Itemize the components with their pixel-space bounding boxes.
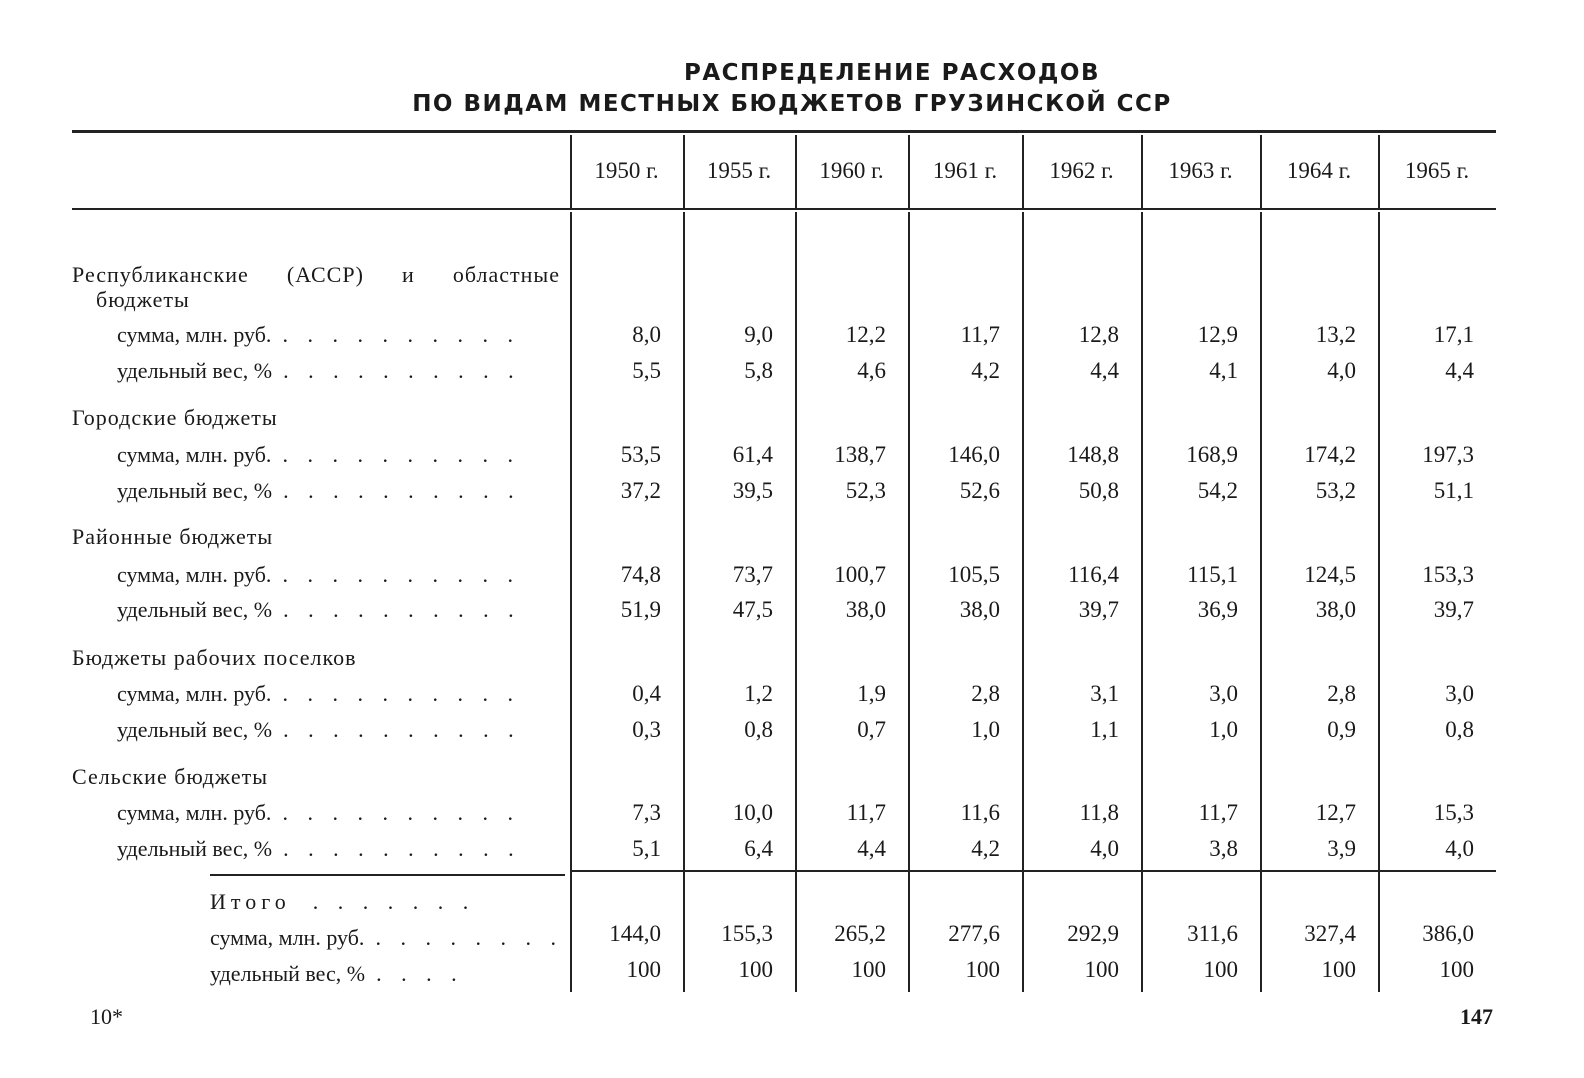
table-cell: 100 <box>851 957 886 982</box>
table-cell: 50,8 <box>1078 478 1119 503</box>
title-line-2: ПО ВИДАМ МЕСТНЫХ БЮДЖЕТОВ ГРУЗИНСКОЙ ССР <box>412 91 1172 117</box>
table-cell: 3,9 <box>1327 836 1356 861</box>
table-cell: 4,4 <box>1090 358 1119 383</box>
table-cell: 3,0 <box>1209 681 1238 706</box>
table-cell: 8,0 <box>632 322 661 347</box>
table-title <box>0 58 1584 120</box>
table-cell: 311,6 <box>1187 921 1238 946</box>
column-header: 1961 г. <box>932 158 998 183</box>
table-cell: 4,4 <box>1445 358 1474 383</box>
table-cell: 37,2 <box>620 478 661 503</box>
table-cell: 3,1 <box>1090 681 1119 706</box>
table-cell: 100 <box>1084 957 1119 982</box>
table-cell: 146,0 <box>948 442 1000 467</box>
table-cell: 4,2 <box>971 836 1000 861</box>
row-label-sum: сумма, млн. руб. . . . . . . . . . . <box>117 681 520 706</box>
table-cell: 11,7 <box>960 322 1000 347</box>
category-label-republican <box>72 262 560 288</box>
table-cell: 0,8 <box>1445 717 1474 742</box>
table-cell: 6,4 <box>744 836 773 861</box>
table-cell: 115,1 <box>1187 562 1238 587</box>
table-cell: 73,7 <box>732 562 773 587</box>
table-cell: 12,9 <box>1197 322 1238 347</box>
table-cell: 11,8 <box>1079 800 1119 825</box>
table-cell: 4,0 <box>1327 358 1356 383</box>
table-cell: 1,1 <box>1090 717 1119 742</box>
table-cell: 265,2 <box>834 921 886 946</box>
table-cell: 155,3 <box>721 921 773 946</box>
table-cell: 197,3 <box>1422 442 1474 467</box>
table-cell: 174,2 <box>1304 442 1356 467</box>
table-cell: 38,0 <box>845 597 886 622</box>
table-cell: 54,2 <box>1197 478 1238 503</box>
header-bottom-rule <box>72 208 1496 210</box>
table-cell: 11,6 <box>960 800 1000 825</box>
table-cell: 12,2 <box>845 322 886 347</box>
row-label-sum: сумма, млн. руб. . . . . . . . . . . <box>117 442 520 467</box>
table-cell: 148,8 <box>1067 442 1119 467</box>
category-word: областные <box>452 262 560 287</box>
table-cell: 116,4 <box>1068 562 1119 587</box>
row-label-sum: сумма, млн. руб. . . . . . . . . . . <box>117 800 520 825</box>
table-cell: 100 <box>965 957 1000 982</box>
table-cell: 0,9 <box>1327 717 1356 742</box>
total-row-label-share: удельный вес, % . . . . <box>210 961 464 986</box>
table-cell: 39,7 <box>1433 597 1474 622</box>
table-cell: 12,8 <box>1078 322 1119 347</box>
table-cell: 1,0 <box>971 717 1000 742</box>
table-cell: 53,2 <box>1315 478 1356 503</box>
table-cell: 100 <box>1203 957 1238 982</box>
table-cell: 51,9 <box>620 597 661 622</box>
category-word: Республиканские <box>72 262 249 287</box>
column-header: 1965 г. <box>1404 158 1470 183</box>
row-label-share: удельный вес, % . . . . . . . . . . <box>117 597 521 622</box>
table-cell: 153,3 <box>1422 562 1474 587</box>
table-cell: 1,2 <box>744 681 773 706</box>
table-cell: 13,2 <box>1315 322 1356 347</box>
table-cell: 11,7 <box>1198 800 1238 825</box>
table-cell: 100,7 <box>834 562 886 587</box>
table-cell: 47,5 <box>732 597 773 622</box>
top-rule <box>72 130 1496 133</box>
row-label-sum: сумма, млн. руб. . . . . . . . . . . <box>117 322 520 347</box>
table-cell: 10,0 <box>732 800 773 825</box>
column-header: 1960 г. <box>819 158 884 183</box>
category-label-republican-line2: бюджеты <box>96 287 190 312</box>
table-cell: 0,7 <box>857 717 886 742</box>
total-label: Итого . . . . . . . <box>210 889 476 914</box>
table-cell: 2,8 <box>971 681 1000 706</box>
table-cell: 138,7 <box>834 442 886 467</box>
table-cell: 52,3 <box>845 478 886 503</box>
category-label-district: Районные бюджеты <box>72 524 274 549</box>
table-cell: 0,3 <box>632 717 661 742</box>
table-cell: 52,6 <box>959 478 1000 503</box>
table-cell: 4,0 <box>1445 836 1474 861</box>
table-cell: 100 <box>626 957 661 982</box>
table-cell: 0,8 <box>744 717 773 742</box>
title-line-1: РАСПРЕДЕЛЕНИЕ РАСХОДОВ <box>684 60 1100 86</box>
table-cell: 12,7 <box>1315 800 1356 825</box>
total-rule-labels <box>210 874 565 876</box>
category-label-workers-settlements: Бюджеты рабочих поселков <box>72 645 357 670</box>
table-cell: 168,9 <box>1186 442 1238 467</box>
table-cell: 4,1 <box>1209 358 1238 383</box>
table-cell: 9,0 <box>744 322 773 347</box>
column-header: 1963 г. <box>1168 158 1233 183</box>
category-word: и <box>402 262 415 287</box>
total-rule-values <box>570 870 1496 872</box>
table-cell: 74,8 <box>620 562 661 587</box>
table-cell: 100 <box>1321 957 1356 982</box>
table-cell: 5,5 <box>632 358 661 383</box>
page-number: 147 <box>1460 1004 1493 1029</box>
table-cell: 144,0 <box>609 921 661 946</box>
table-cell: 5,1 <box>632 836 661 861</box>
table-cell: 7,3 <box>632 800 661 825</box>
column-header: 1950 г. <box>594 158 659 183</box>
table-cell: 3,8 <box>1209 836 1238 861</box>
table-cell: 51,1 <box>1433 478 1474 503</box>
table-cell: 1,9 <box>857 681 886 706</box>
table-cell: 38,0 <box>959 597 1000 622</box>
category-word: (АССР) <box>286 262 364 287</box>
table-cell: 17,1 <box>1433 322 1474 347</box>
column-header: 1964 г. <box>1286 158 1352 183</box>
table-cell: 100 <box>738 957 773 982</box>
column-header: 1962 г. <box>1049 158 1114 183</box>
table-cell: 15,3 <box>1433 800 1474 825</box>
table-cell: 4,2 <box>971 358 1000 383</box>
category-label-rural: Сельские бюджеты <box>72 764 268 789</box>
table-cell: 38,0 <box>1315 597 1356 622</box>
table-cell: 105,5 <box>948 562 1000 587</box>
row-label-share: удельный вес, % . . . . . . . . . . <box>117 717 521 742</box>
table-cell: 11,7 <box>846 800 886 825</box>
table-cell: 4,6 <box>857 358 886 383</box>
table-cell: 36,9 <box>1197 597 1238 622</box>
column-header: 1955 г. <box>706 158 772 183</box>
table-cell: 39,5 <box>732 478 773 503</box>
table-cell: 3,0 <box>1445 681 1474 706</box>
table-cell: 5,8 <box>744 358 773 383</box>
table-cell: 61,4 <box>732 442 773 467</box>
row-label-share: удельный вес, % . . . . . . . . . . <box>117 836 521 861</box>
table-cell: 4,0 <box>1090 836 1119 861</box>
table-cell: 292,9 <box>1067 921 1119 946</box>
total-row-label-sum: сумма, млн. руб. . . . . . . . . <box>210 925 563 950</box>
row-label-share: удельный вес, % . . . . . . . . . . <box>117 478 521 503</box>
row-label-share: удельный вес, % . . . . . . . . . . <box>117 358 521 383</box>
category-label-city: Городские бюджеты <box>72 405 278 430</box>
table-cell: 100 <box>1439 957 1474 982</box>
row-label-sum: сумма, млн. руб. . . . . . . . . . . <box>117 562 520 587</box>
table-cell: 0,4 <box>632 681 661 706</box>
table-cell: 327,4 <box>1304 921 1356 946</box>
table-cell: 2,8 <box>1327 681 1356 706</box>
table-cell: 39,7 <box>1078 597 1119 622</box>
table-cell: 4,4 <box>857 836 886 861</box>
table-cell: 1,0 <box>1209 717 1238 742</box>
table-cell: 277,6 <box>948 921 1000 946</box>
footer-signature-mark: 10* <box>90 1004 123 1029</box>
table-cell: 386,0 <box>1422 921 1474 946</box>
table-cell: 53,5 <box>620 442 661 467</box>
table-cell: 124,5 <box>1304 562 1356 587</box>
